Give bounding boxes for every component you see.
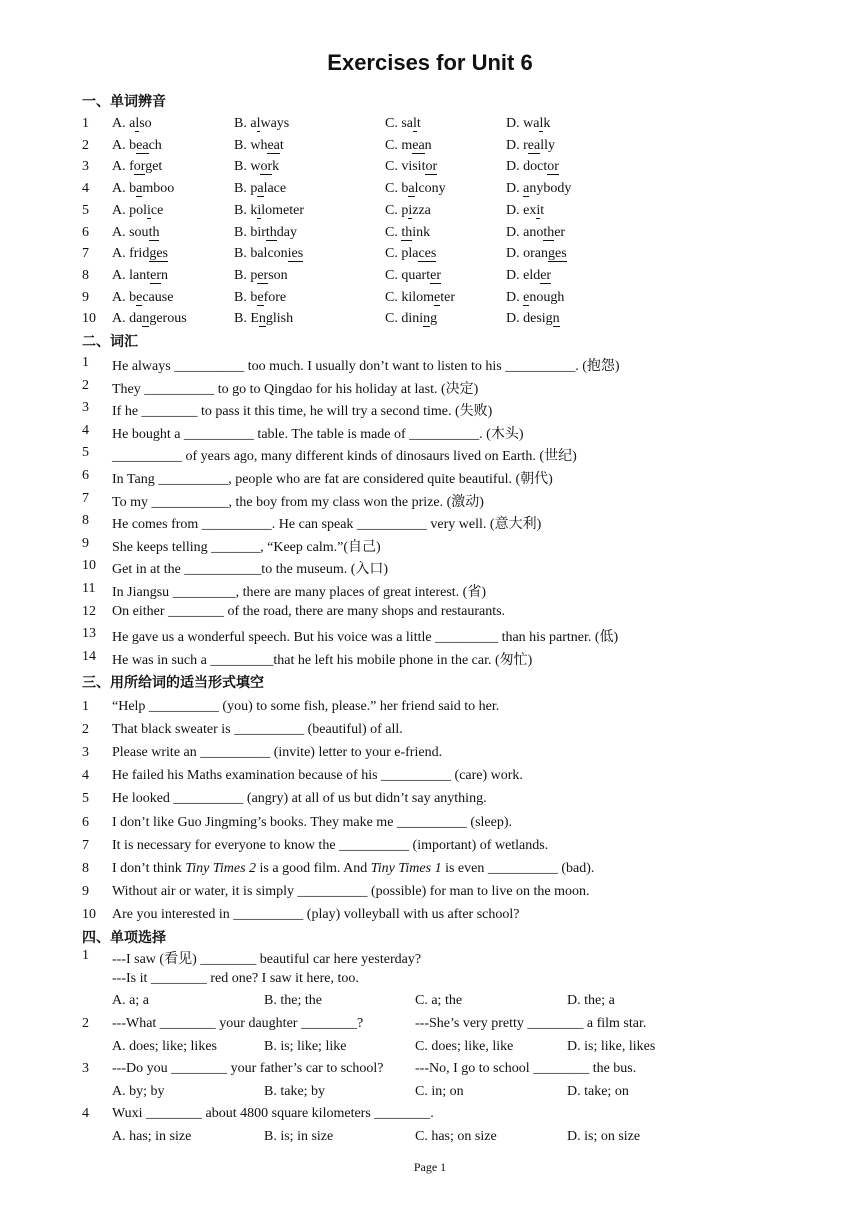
option-a (112, 203, 163, 219)
option-b: B. take; by (264, 1084, 326, 1099)
option-a (112, 290, 173, 306)
option-text: t (279, 137, 284, 153)
option-b (234, 203, 304, 219)
option-d (506, 203, 544, 219)
question-line: ---Do you ________ your father’s car to school? (112, 1061, 384, 1076)
option-text: B. balcon (234, 246, 288, 262)
question-line: Wuxi ________ about 4800 square kilometers ________. (112, 1106, 434, 1121)
underlined-letters: e (136, 289, 143, 305)
question-number: 3 (82, 159, 89, 175)
option-b (234, 159, 279, 175)
question-number: 8 (82, 513, 89, 529)
underlined-letters: or (425, 159, 438, 175)
underlined-letters: n (552, 311, 560, 327)
option-c (385, 246, 436, 262)
question-text (112, 838, 548, 854)
underlined-letters: n (142, 311, 150, 327)
option-text: k (272, 159, 280, 175)
option-text: C. b (385, 181, 409, 197)
option-text: fore (263, 289, 287, 305)
option-text: C. pla (385, 246, 419, 262)
question-text: He always __________ too much. I usually don’t want to listen to his __________. (抱怨) (112, 359, 620, 374)
question-number: 10 (82, 906, 96, 922)
question-text: They __________ to go to Qingdao for his holiday at last. (决定) (112, 381, 479, 397)
option-b: B. is; in size (264, 1129, 334, 1144)
question-text: He bought a __________ table. The table is made of __________. (木头) (112, 426, 524, 442)
underlined-letters: or (547, 159, 559, 175)
option-text: A. frid (112, 246, 150, 262)
option-text: lcony (414, 181, 446, 197)
underlined-letters: a (257, 181, 264, 197)
underlined-letters: ea (136, 137, 149, 153)
answer-line: ---No, I go to school ________ the bus. (415, 1061, 637, 1076)
question-number: 9 (82, 535, 89, 551)
option-text: t (540, 202, 545, 218)
question-text (112, 699, 499, 715)
question-text (112, 791, 487, 807)
text-segment: Are you interested in __________ (play) volleyball with us after school? (112, 906, 520, 922)
option-c (385, 268, 441, 284)
option-text: A. pol (112, 202, 147, 218)
option-text: ce (150, 202, 164, 218)
option-d (506, 311, 560, 327)
option-c: C. has; on size (415, 1129, 497, 1144)
option-c (385, 181, 446, 197)
option-a (112, 181, 174, 197)
question-number: 3 (82, 400, 89, 416)
option-text: A. f (112, 159, 134, 175)
option-text: D. (506, 181, 524, 197)
option-text: A. a (112, 116, 136, 131)
text-segment: is a good film. And (256, 860, 371, 876)
question-number: 9 (82, 883, 89, 899)
underlined-letters: e (257, 289, 264, 305)
option-b: B. the; the (264, 993, 322, 1008)
question-text (112, 745, 442, 761)
section-heading-multiple-choice: 四、单项选择 (82, 930, 166, 946)
page-title: Exercises for Unit 6 (327, 50, 533, 75)
page-number: Page 1 (413, 1160, 447, 1174)
option-text: A. lant (112, 267, 151, 283)
option-c (385, 203, 431, 219)
option-text: n (161, 267, 168, 283)
question-text: To my ___________, the boy from my class won the prize. (激动) (112, 494, 484, 510)
question-number: 13 (82, 626, 96, 642)
underlined-letters: th (543, 224, 555, 240)
section-heading-word-forms: 三、用所给词的适当形式填空 (82, 675, 264, 691)
option-d (506, 268, 551, 284)
option-d (506, 138, 555, 154)
question-number: 9 (82, 289, 89, 305)
question-number: 14 (82, 648, 96, 664)
option-text: nough (529, 289, 565, 305)
option-text: A. b (112, 289, 137, 305)
option-a (112, 159, 162, 175)
option-text: D. ano (506, 224, 544, 240)
option-text: A. b (112, 181, 137, 197)
question-number: 5 (82, 202, 89, 218)
option-c: C. a; the (415, 993, 463, 1008)
option-text: B. wh (234, 137, 268, 153)
option-text: D. wa (506, 116, 540, 131)
option-text: C. quart (385, 267, 431, 283)
option-b (234, 268, 288, 284)
option-a (112, 116, 152, 132)
question-number: 3 (82, 745, 89, 761)
question-number: 1 (82, 355, 89, 370)
option-c (385, 225, 430, 241)
underlined-letters: ea (412, 137, 425, 153)
question-number: 2 (82, 137, 89, 153)
option-text: C. dini (385, 311, 424, 327)
option-d (506, 159, 559, 175)
question-number: 7 (82, 490, 89, 506)
option-c: C. does; like, like (415, 1039, 514, 1054)
option-b (234, 138, 284, 154)
question-number: 6 (82, 814, 89, 830)
question-text (112, 861, 594, 877)
option-text: D. oran (506, 246, 548, 262)
question-number: 7 (82, 837, 89, 853)
option-text: ter (440, 289, 455, 305)
question-number: 8 (82, 860, 89, 876)
question-number: 4 (82, 768, 89, 784)
question-number: 6 (82, 224, 89, 240)
option-d: D. is; like, likes (567, 1039, 656, 1054)
option-d (506, 290, 564, 306)
underlined-letters: er (150, 267, 161, 283)
option-d (506, 225, 565, 241)
option-text: so (139, 116, 152, 131)
question-text: On either ________ of the road, there are many shops and restaurants. (112, 603, 506, 619)
text-segment: I don’t think (112, 860, 186, 876)
question-number: 1 (82, 116, 89, 131)
underlined-letters: i (257, 202, 262, 218)
option-d (506, 246, 567, 262)
question-number: 11 (82, 581, 96, 596)
option-text: D. r (506, 137, 528, 153)
question-text (112, 884, 590, 900)
question-text: In Jiangsu _________, there are many places of great interest. (省) (112, 585, 486, 600)
underlined-letters: n (423, 311, 431, 327)
text-segment: It is necessary for everyone to know the __________ (important) of wetlands. (112, 837, 549, 853)
question-line: ---What ________ your daughter ________? (112, 1016, 364, 1031)
underlined-letters: ies (287, 246, 304, 262)
option-a: A. by; by (112, 1084, 165, 1099)
option-b (234, 311, 293, 327)
option-b (234, 116, 289, 132)
option-c (385, 290, 455, 306)
option-text: k (543, 116, 551, 131)
option-c (385, 116, 421, 132)
option-text: C. m (385, 137, 413, 153)
question-number: 6 (82, 468, 89, 483)
question-number: 3 (82, 1061, 89, 1076)
option-d: D. is; on size (567, 1129, 641, 1144)
underlined-letters: l (256, 116, 261, 131)
question-text: In Tang __________, people who are fat are considered quite beautiful. (朝代) (112, 472, 553, 487)
underlined-letters: th (265, 224, 277, 240)
option-text: B. bir (234, 224, 266, 240)
question-number: 4 (82, 181, 89, 197)
option-b (234, 181, 286, 197)
question-number: 5 (82, 791, 89, 807)
question-number: 10 (82, 558, 96, 574)
text-segment: He failed his Maths examination because of his __________ (care) work. (112, 768, 523, 784)
option-text: gerous (149, 311, 187, 327)
underlined-letters: ea (527, 137, 541, 153)
question-number: 2 (82, 1016, 89, 1031)
option-d (506, 181, 571, 197)
option-c (385, 138, 432, 154)
option-text: son (268, 267, 288, 283)
option-b: B. is; like; like (264, 1039, 347, 1054)
option-text: ch (148, 137, 162, 153)
option-text: D. eld (506, 267, 541, 283)
underlined-letters: a (136, 181, 143, 197)
underlined-letters: e (523, 289, 530, 305)
option-c: C. in; on (415, 1084, 464, 1099)
option-text: D. doct (506, 159, 548, 175)
option-a: A. a; a (112, 993, 149, 1008)
option-text: g (430, 311, 438, 327)
option-text: D. desig (506, 311, 553, 327)
question-text: Get in at the ___________to the museum. (入口) (112, 562, 389, 578)
question-number: 1 (82, 699, 89, 714)
underlined-letters: l (135, 116, 140, 131)
question-text (112, 815, 512, 831)
option-text: B. p (234, 181, 258, 197)
option-text: ink (412, 224, 431, 240)
question-text: If he ________ to pass it this time, he will try a second time. (失败) (112, 404, 493, 420)
option-d: D. take; on (567, 1084, 629, 1099)
option-text: C. sa (385, 116, 413, 131)
question-text: __________ of years ago, many different kinds of dinosaurs lived on Earth. (世纪) (112, 449, 577, 465)
question-text: She keeps telling _______, “Keep calm.”(自己) (112, 539, 381, 555)
question-text: He gave us a wonderful speech. But his voice was a little _________ than his partner. (低) (112, 630, 619, 646)
option-b (234, 225, 297, 241)
underlined-letters: ea (267, 137, 280, 153)
option-text: lace (263, 181, 287, 197)
underlined-letters: or (260, 159, 273, 175)
text-segment: “Help __________ (you) to some fish, please.” her friend said to her. (112, 699, 500, 714)
question-text: He was in such a _________that he left his mobile phone in the car. (匆忙) (112, 652, 533, 668)
underlined-letters: ges (548, 246, 567, 262)
underlined-letters: n (258, 311, 266, 327)
option-a (112, 311, 187, 327)
question-text (112, 907, 519, 923)
underlined-letters: er (540, 267, 552, 283)
option-text: cause (142, 289, 174, 305)
text-segment: He looked __________ (angry) at all of us but didn’t say anything. (112, 791, 487, 807)
option-text: B. b (234, 289, 258, 305)
option-text: D. ex (506, 202, 537, 218)
question-line: ---Is it ________ red one? I saw it here, too. (112, 971, 359, 986)
text-segment: is even __________ (bad). (441, 860, 595, 876)
question-text (112, 722, 403, 738)
option-text: C. kilom (385, 289, 435, 305)
question-number: 2 (82, 377, 89, 393)
underlined-letters: a (523, 181, 530, 197)
question-number: 4 (82, 1106, 89, 1121)
option-text: nybody (529, 181, 572, 197)
option-text: er (554, 224, 566, 240)
underlined-letters: er (430, 267, 441, 283)
option-c (385, 159, 437, 175)
text-segment: That black sweater is __________ (beautiful) of all. (112, 722, 403, 738)
question-number: 12 (82, 603, 96, 619)
underlined-letters: e (434, 289, 441, 305)
option-text: D. (506, 289, 524, 305)
text-segment: Please write an __________ (invite) letter to your e-friend. (112, 745, 443, 761)
option-text: B. p (234, 267, 258, 283)
question-text (112, 768, 523, 784)
option-a (112, 268, 168, 284)
section-heading-phonetics: 一、单词辨音 (82, 94, 166, 110)
option-text: t (416, 116, 421, 131)
option-text: B. a (234, 116, 257, 131)
underlined-letters: er (257, 267, 269, 283)
underlined-letters: i (536, 202, 541, 218)
option-text: mboo (142, 181, 175, 197)
answer-line: ---She’s very pretty ________ a film star. (415, 1016, 647, 1031)
option-text: C. visit (385, 159, 426, 175)
option-a (112, 225, 159, 241)
question-number: 2 (82, 722, 89, 738)
question-number: 5 (82, 445, 89, 461)
option-d: D. the; a (567, 993, 615, 1008)
italic-title: Tiny Times 2 (185, 860, 257, 876)
option-b (234, 290, 286, 306)
option-a (112, 246, 168, 262)
option-c (385, 311, 437, 327)
option-text: A. b (112, 137, 137, 153)
option-a: A. has; in size (112, 1129, 192, 1144)
underlined-letters: ces (418, 246, 437, 262)
option-text: C. p (385, 202, 409, 218)
option-text: zza (412, 202, 431, 218)
section-heading-vocabulary: 二、词汇 (82, 334, 138, 350)
underlined-letters: or (133, 159, 146, 175)
option-text: B. E (234, 311, 259, 327)
underlined-letters: l (413, 116, 417, 131)
question-number: 8 (82, 267, 89, 283)
option-text: n (424, 137, 432, 153)
option-text: C. (385, 224, 402, 240)
option-a (112, 138, 162, 154)
text-segment: Without air or water, it is simply __________ (possible) for man to live on the moon. (112, 883, 590, 899)
option-b (234, 246, 303, 262)
text-segment: I don’t like Guo Jingming’s books. They make me __________ (sleep). (112, 814, 512, 830)
question-number: 7 (82, 246, 89, 262)
italic-title: Tiny Times 1 (370, 860, 442, 876)
underlined-letters: th (401, 224, 413, 240)
underlined-letters: ges (149, 246, 168, 262)
option-text: lometer (261, 202, 304, 218)
option-text: glish (265, 311, 294, 327)
option-text: B. k (234, 202, 258, 218)
option-text: lly (540, 137, 555, 153)
underlined-letters: a (408, 181, 415, 197)
underlined-letters: l (539, 116, 544, 131)
question-text: He comes from __________. He can speak __________ very well. (意大利) (112, 517, 542, 533)
underlined-letters: i (408, 202, 413, 218)
question-line: ---I saw (看见) ________ beautiful car here yesterday? (112, 952, 422, 967)
option-text: ways (260, 116, 290, 131)
option-a: A. does; like; likes (112, 1039, 217, 1054)
option-text: A. da (112, 311, 143, 327)
option-d (506, 116, 550, 132)
option-text: day (276, 224, 297, 240)
question-number: 10 (82, 311, 96, 327)
underlined-letters: i (147, 202, 151, 218)
option-text: A. sou (112, 224, 149, 240)
question-number: 1 (82, 948, 89, 963)
underlined-letters: th (148, 224, 160, 240)
question-number: 4 (82, 422, 89, 438)
option-text: B. w (234, 159, 261, 175)
option-text: get (145, 159, 163, 175)
